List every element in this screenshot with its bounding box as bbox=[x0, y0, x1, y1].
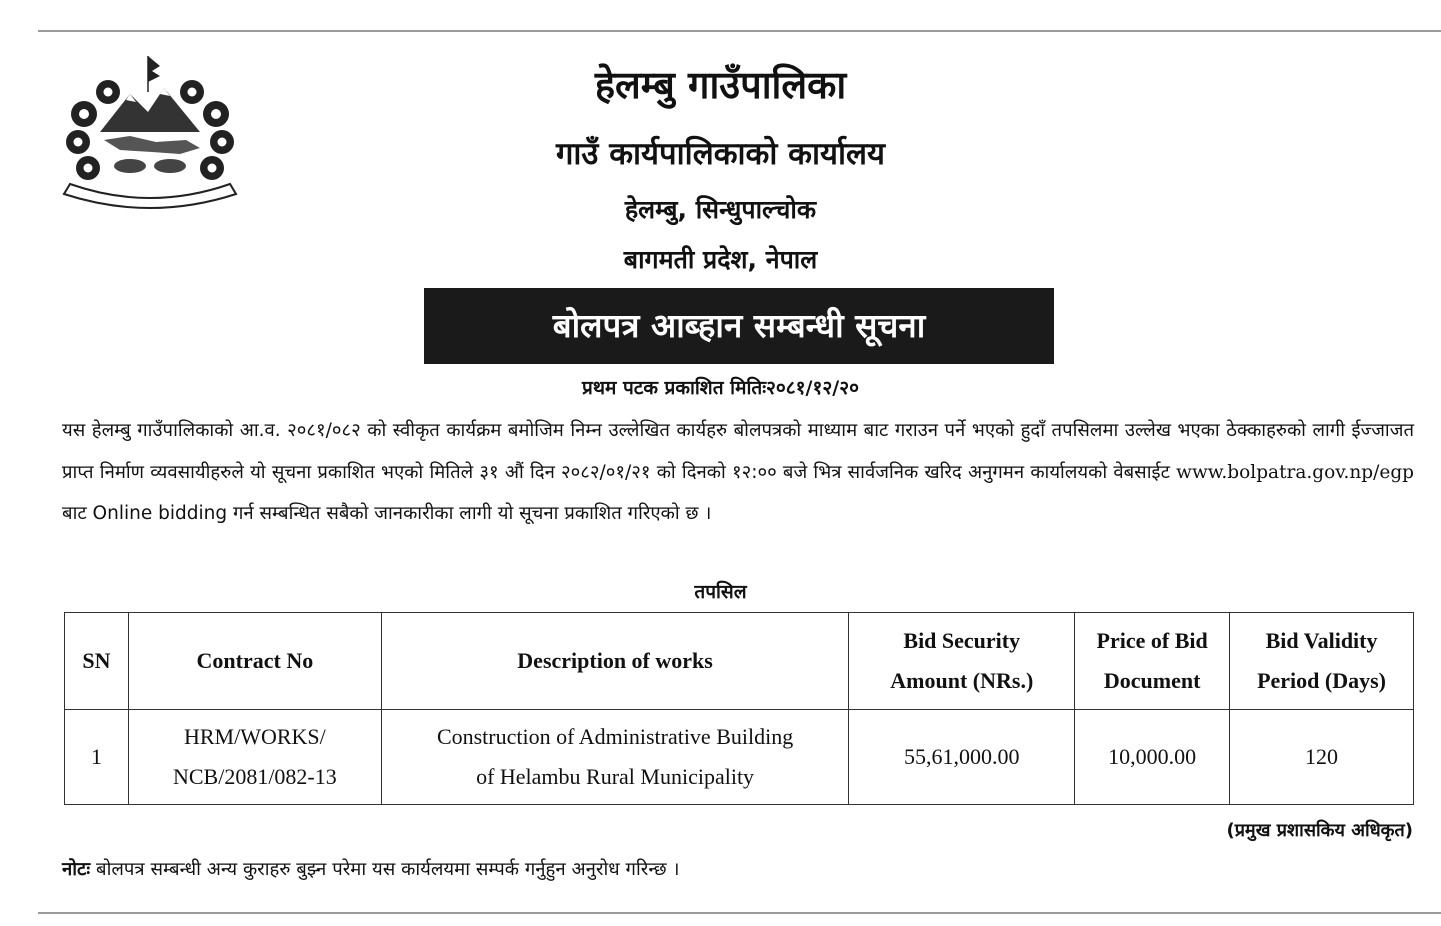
bottom-divider bbox=[38, 912, 1441, 914]
header-validity-line2: Period (Days) bbox=[1257, 668, 1387, 693]
office-address: हेलम्बु, सिन्धुपाल्चोक bbox=[624, 195, 817, 224]
cell-bid-security: 55,61,000.00 bbox=[849, 710, 1075, 805]
cell-price: 10,000.00 bbox=[1075, 710, 1230, 805]
header-sn: SN bbox=[65, 613, 129, 710]
cell-validity: 120 bbox=[1230, 710, 1414, 805]
cell-contract-line2: NCB/2081/082-13 bbox=[172, 764, 337, 789]
table-row bbox=[65, 710, 1414, 805]
header-description: Description of works bbox=[381, 613, 849, 710]
header-bid-security-line2: Amount (NRs.) bbox=[890, 668, 1034, 693]
header-bid-security bbox=[849, 613, 1075, 710]
schedule-heading: तपसिल bbox=[694, 581, 747, 603]
cell-contract-no bbox=[128, 710, 381, 805]
table-header-row bbox=[65, 613, 1414, 710]
notice-body-part1: यस हेलम्बु गाउँपालिकाको आ.व. २०८१/०८२ को स्वीकृत कार्यक्रम बमोजिम निम्न उल्लेखित कार्यहरु बोलपत्रको माध्याम बाट गराउन पर्ने भएको हुदाँ तपसिलमा उल्लेख भएका ठेक्काहरुको लागी ईज्जाजत प्राप्त निर्माण व्यवसायीहरुले यो सूचना प्रकाशित भएको मितिले ३१ औं दिन २०८२/०१/२१ को दिनको १२:०० बजे भित्र सार्वजनिक खरिद अनुगमन कार्यालयको वेबसाईट bbox=[62, 420, 1414, 483]
notice-body-part2: बाट Online bidding गर्न सम्बन्धित सबैको जानकारीका लागी यो सूचना प्रकाशित गरिएको छ । bbox=[62, 503, 712, 524]
province-name: बागमती प्रदेश, नेपाल bbox=[623, 245, 818, 274]
header-bid-security-line1: Bid Security bbox=[903, 628, 1021, 653]
header-price bbox=[1075, 613, 1230, 710]
municipality-name: हेलम्बु गाउँपालिका bbox=[594, 63, 847, 107]
header-contract-no: Contract No bbox=[128, 613, 381, 710]
notice-body bbox=[62, 410, 1414, 535]
footer-note bbox=[62, 856, 679, 881]
published-date: प्रथम पटक प्रकाशित मितिः२०८१/१२/२० bbox=[582, 377, 859, 399]
notice-title: बोलपत्र आब्हान सम्बन्धी सूचना bbox=[424, 288, 1054, 364]
header-validity bbox=[1230, 613, 1414, 710]
bolpatra-link[interactable]: www.bolpatra.gov.np/egp bbox=[1176, 461, 1414, 483]
cell-sn: 1 bbox=[65, 710, 129, 805]
officer-signature-label: (प्रमुख प्रशासकिय अधिकृत) bbox=[1226, 820, 1413, 841]
cell-desc-line1: Construction of Administrative Building bbox=[436, 724, 794, 749]
cell-description bbox=[381, 710, 849, 805]
header-price-line2: Document bbox=[1103, 668, 1201, 693]
cell-desc-line2: of Helambu Rural Municipality bbox=[476, 764, 755, 789]
header-validity-line1: Bid Validity bbox=[1265, 628, 1378, 653]
note-label: नोटः bbox=[62, 859, 91, 880]
header-price-line1: Price of Bid bbox=[1096, 628, 1208, 653]
office-name: गाउँ कार्यपालिकाको कार्यालय bbox=[555, 136, 886, 172]
note-text: बोलपत्र सम्बन्धी अन्य कुराहरु बुझ्न परेमा यस कार्यलयमा सम्पर्क गर्नुहुन अनुरोध गरिन्छ । bbox=[90, 859, 680, 880]
works-table bbox=[64, 612, 1414, 805]
cell-contract-line1: HRM/WORKS/ bbox=[183, 724, 326, 749]
top-divider bbox=[38, 30, 1441, 32]
